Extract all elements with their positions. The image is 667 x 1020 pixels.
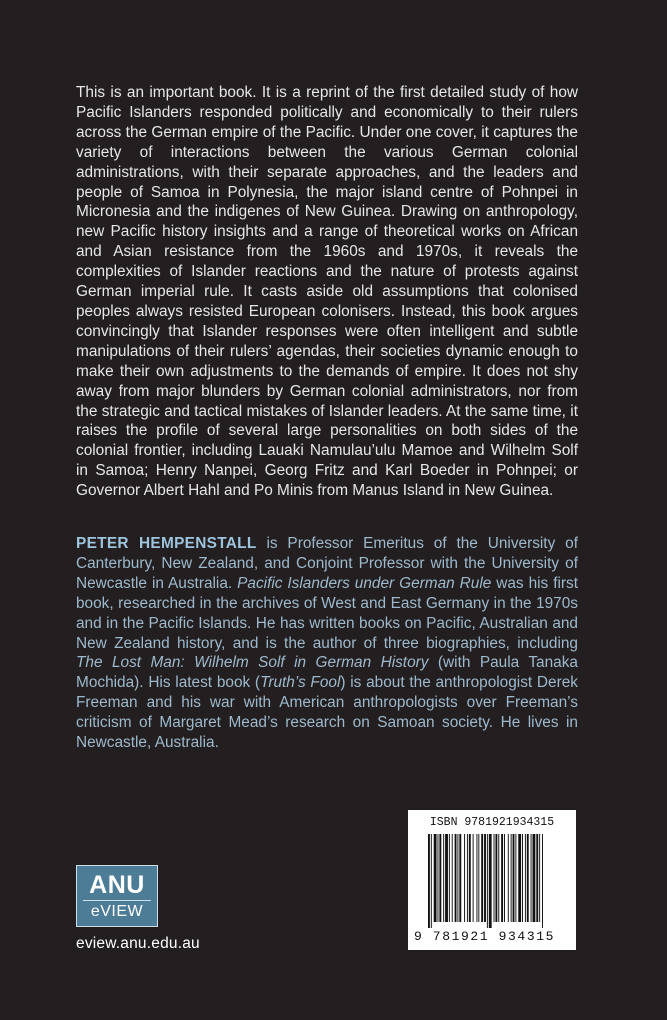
barcode-bar	[457, 834, 458, 922]
barcode-bar	[511, 834, 512, 922]
barcode-bar	[518, 834, 521, 922]
barcode-bar	[449, 834, 450, 922]
barcode-bar	[476, 834, 477, 922]
barcode-bar	[455, 834, 457, 922]
barcode-bar	[459, 834, 461, 922]
barcode-bar	[467, 834, 468, 922]
isbn-barcode	[408, 810, 576, 950]
barcode-bar	[508, 834, 509, 922]
barcode-bars	[428, 834, 558, 928]
barcode-bar	[542, 834, 543, 928]
logo-divider	[83, 900, 151, 901]
book-title-3: Truth’s Fool	[260, 674, 341, 692]
anu-eview-logo	[76, 865, 158, 927]
barcode-bar	[481, 834, 483, 922]
barcode-bar	[536, 834, 538, 922]
barcode-bar	[495, 834, 497, 922]
bio-text-3: (with Paula Tanaka Mochida). His latest book (	[76, 654, 578, 692]
barcode-bar	[487, 834, 488, 928]
barcode-bar	[469, 834, 471, 922]
author-name: PETER HEMPENSTALL	[76, 535, 257, 552]
barcode-bar	[445, 834, 448, 922]
barcode-bar	[489, 834, 492, 928]
barcode-bar	[443, 834, 444, 922]
bio-text-1: is Professor Emeritus of the University of Canterbury, New Zealand, and Conjoint Professor with the University of Newcastle in Australia.	[76, 535, 578, 592]
barcode-bar	[439, 834, 441, 922]
barcode-bar	[438, 834, 439, 922]
barcode-bar	[478, 834, 479, 922]
bio-text-4: ) is about the anthropologist Derek Freeman and his war with American anthropologists over Freeman’s criticism of Margaret Mead’s research on Samoan society. He lives in Newcastle, Australia.	[76, 674, 578, 752]
barcode-bar	[513, 834, 515, 922]
barcode-bar	[527, 834, 529, 922]
barcode-bar	[452, 834, 453, 922]
logo-anu-text: ANU	[89, 871, 145, 899]
barcode-bar	[515, 834, 516, 922]
barcode-bar	[434, 834, 437, 922]
barcode-bar	[504, 834, 505, 922]
barcode-bar	[539, 834, 540, 922]
barcode-bar	[533, 834, 536, 922]
book-title-2: The Lost Man: Wilhelm Solf in German History	[76, 654, 429, 672]
book-title-1: Pacific Islanders under German Rule	[237, 574, 492, 592]
barcode-bar	[531, 834, 532, 922]
barcode-digits: 9 781921 934315	[414, 929, 556, 944]
barcode-bar	[501, 834, 503, 922]
barcode-bar	[525, 834, 526, 922]
barcode-bar	[522, 834, 523, 922]
publisher-url: eview.anu.edu.au	[76, 935, 200, 952]
bio-text-2: was his first book, researched in the archives of West and East Germany in the 1970s and in the Pacific Islands. He has written books on Pacific, Australian and New Zealand history, and is the author of three biographies, including	[76, 574, 578, 652]
barcode-bar	[484, 834, 486, 922]
barcode-bar	[473, 834, 474, 922]
barcode-bar	[428, 834, 430, 928]
author-bio	[76, 534, 578, 753]
barcode-bar	[431, 834, 432, 928]
barcode-bar	[498, 834, 499, 922]
logo-eview-text: eVIEW	[90, 903, 144, 920]
barcode-bar	[494, 834, 495, 922]
barcode-bar	[464, 834, 465, 922]
isbn-label: ISBN 9781921934315	[429, 816, 555, 829]
book-blurb: This is an important book. It is a reprint of the first detailed study of how Pacific Islanders responded politically and economically to their rulers across the German empire of the Pacific. Under one cover, it captures the variety of interactions between the various German colonial administrations, with their separate approaches, and the leaders and people of Samoa in Polynesia, the major island centre of Pohnpei in Micronesia and the indigenes of New Guinea. Drawing on anthropology, new Pacific history insights and a range of theoretical works on African and Asian resistance from the 1960s and 1970s, it reveals the complexities of Islander reactions and the nature of protests against German imperial rule. It casts aside old assumptions that colonised peoples always resisted European colonisers. Instead, this book argues convincingly that Islander responses were often intelligent and subtle manipulations of their rulers’ agendas, their societies dynamic enough to make their own adjustments to the demands of empire. It does not shy away from major blunders by German colonial administrators, nor from the strategic and tactical mistakes of Islander leaders. At the same time, it raises the profile of several large personalities on both sides of the colonial frontier, including Lauaki Namulau’ulu Mamoe and Wilhelm Solf in Samoa; Henry Nanpei, Georg Fritz and Karl Boeder in Pohnpei; or Governor Albert Hahl and Po Minis from Manus Island in New Guinea.	[76, 84, 578, 500]
